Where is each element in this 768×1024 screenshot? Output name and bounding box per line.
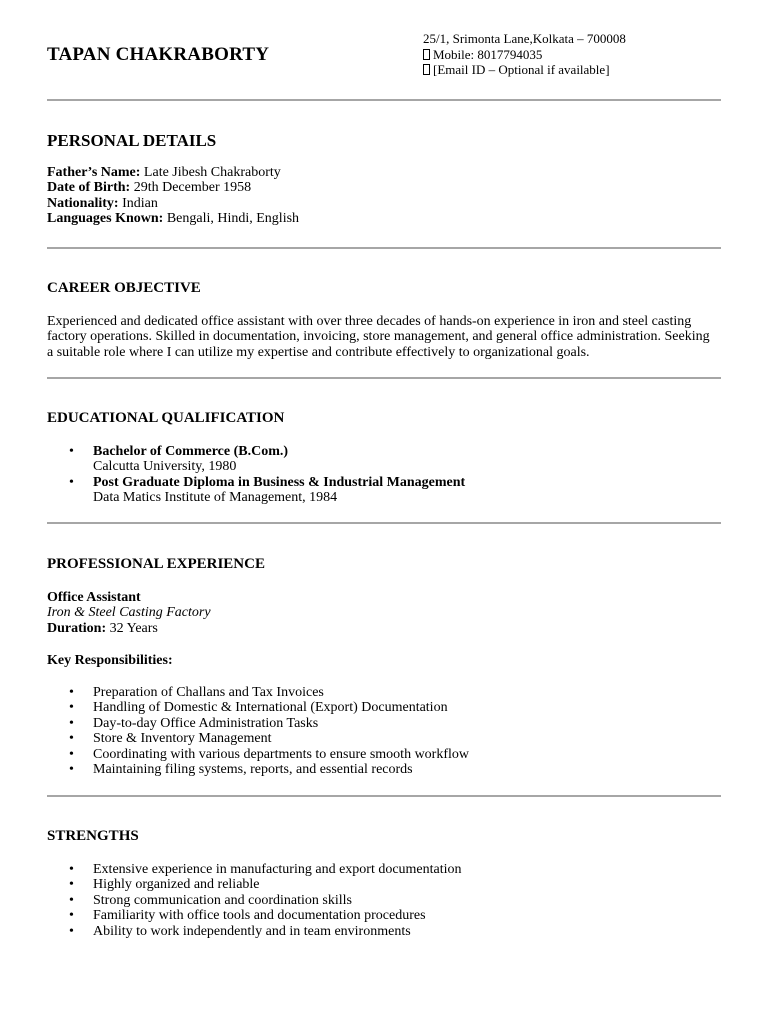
education-section (47, 411, 721, 506)
candidate-name: TAPAN CHAKRABORTY (47, 44, 270, 65)
phone-icon (423, 49, 430, 60)
bullet: • (69, 731, 74, 746)
objective-line: Experienced and dedicated office assistant with over three decades of hands-on experience in iron and steel casting (47, 313, 692, 329)
divider (47, 377, 721, 379)
field-label: Father’s Name: (47, 164, 141, 180)
responsibility-text: Handling of Domestic & International (Export) Documentation (93, 700, 448, 715)
degree-name: Bachelor of Commerce (B.Com.) (93, 443, 289, 459)
field-value: Late Jibesh Chakraborty (140, 164, 281, 180)
education-list (47, 444, 721, 506)
responsibility-text: Store & Inventory Management (93, 731, 272, 746)
mobile-text: Mobile: 8017794035 (433, 46, 543, 62)
strength-text: Familiarity with office tools and documentation procedures (93, 908, 426, 923)
list-item (47, 924, 721, 940)
degree-detail: Data Matics Institute of Management, 1984 (93, 490, 338, 505)
section-title: CAREER OBJECTIVE (47, 280, 201, 296)
strength-text: Strong communication and coordination skills (93, 892, 352, 908)
field-label: Nationality: (47, 195, 119, 211)
list-item (47, 716, 721, 732)
bullet: • (69, 908, 74, 923)
responsibility-text: Maintaining filing systems, reports, and essential records (93, 762, 413, 777)
list-item (47, 685, 721, 701)
field-label: Languages Known: (47, 211, 164, 226)
list-item (47, 731, 721, 747)
duration-label: Duration: (47, 620, 107, 636)
divider (47, 522, 721, 524)
strength-text: Highly organized and reliable (93, 877, 260, 892)
contact-block (423, 31, 626, 78)
list-item (47, 908, 721, 924)
bullet: • (69, 923, 74, 939)
strength-text: Ability to work independently and in team environments (93, 923, 411, 939)
field-value: 29th December 1958 (130, 180, 252, 195)
bullet: • (69, 877, 74, 892)
field-nationality (47, 196, 721, 212)
bullet: • (69, 715, 74, 731)
list-item (47, 877, 721, 893)
address-line: 25/1, Srimonta Lane,Kolkata – 700008 (423, 31, 626, 46)
divider (47, 99, 721, 101)
degree-name: Post Graduate Diploma in Business & Industrial Management (93, 474, 466, 490)
bullet: • (69, 762, 74, 777)
list-item (47, 475, 721, 491)
divider (47, 795, 721, 797)
mobile-line (423, 47, 626, 63)
section-title: PROFESSIONAL EXPERIENCE (47, 556, 265, 572)
bullet: • (69, 892, 74, 908)
career-objective-section (47, 281, 721, 360)
responsibility-text: Coordinating with various departments to ensure smooth workflow (93, 746, 469, 762)
bullet: • (69, 746, 74, 762)
field-date-of-birth (47, 180, 721, 196)
strength-text: Extensive experience in manufacturing and export documentation (93, 861, 462, 877)
responsibility-text: Day-to-day Office Administration Tasks (93, 715, 319, 731)
duration-value: 32 Years (106, 620, 158, 636)
list-item (47, 700, 721, 716)
duration-line (47, 621, 721, 637)
field-fathers-name (47, 165, 721, 181)
section-title: PERSONAL DETAILS (47, 131, 217, 150)
list-item (47, 747, 721, 763)
bullet: • (69, 443, 74, 459)
divider (47, 247, 721, 249)
list-item (47, 862, 721, 878)
experience-section (47, 557, 721, 778)
email-icon (423, 64, 430, 75)
list-item-detail (47, 490, 721, 506)
job-role: Office Assistant (47, 589, 141, 605)
personal-details-section (47, 133, 721, 227)
strengths-list (47, 862, 721, 940)
responsibilities-title: Key Responsibilities: (47, 653, 173, 668)
field-value: Bengali, Hindi, English (163, 211, 300, 226)
responsibility-text: Preparation of Challans and Tax Invoices (93, 684, 324, 700)
field-label: Date of Birth: (47, 180, 131, 195)
company-name: Iron & Steel Casting Factory (47, 605, 211, 620)
email-line (423, 62, 626, 78)
bullet: • (69, 700, 74, 715)
degree-detail: Calcutta University, 1980 (93, 459, 237, 474)
field-value: Indian (118, 195, 158, 211)
list-item (47, 762, 721, 778)
bullet: • (69, 861, 74, 877)
responsibilities-list (47, 685, 721, 778)
field-languages (47, 211, 721, 227)
section-title: STRENGTHS (47, 828, 139, 844)
objective-line: a suitable role where I can utilize my expertise and contribute effectively to organizational goals. (47, 344, 590, 360)
bullet: • (69, 684, 74, 700)
objective-line: factory operations. Skilled in documentation, invoicing, store management, and general office administration. Seeking (47, 329, 710, 344)
list-item-detail (47, 459, 721, 475)
email-text: [Email ID – Optional if available] (433, 62, 610, 77)
section-title: EDUCATIONAL QUALIFICATION (47, 410, 285, 426)
bullet: • (69, 474, 74, 490)
strengths-section (47, 829, 721, 939)
list-item (47, 444, 721, 460)
list-item (47, 893, 721, 909)
